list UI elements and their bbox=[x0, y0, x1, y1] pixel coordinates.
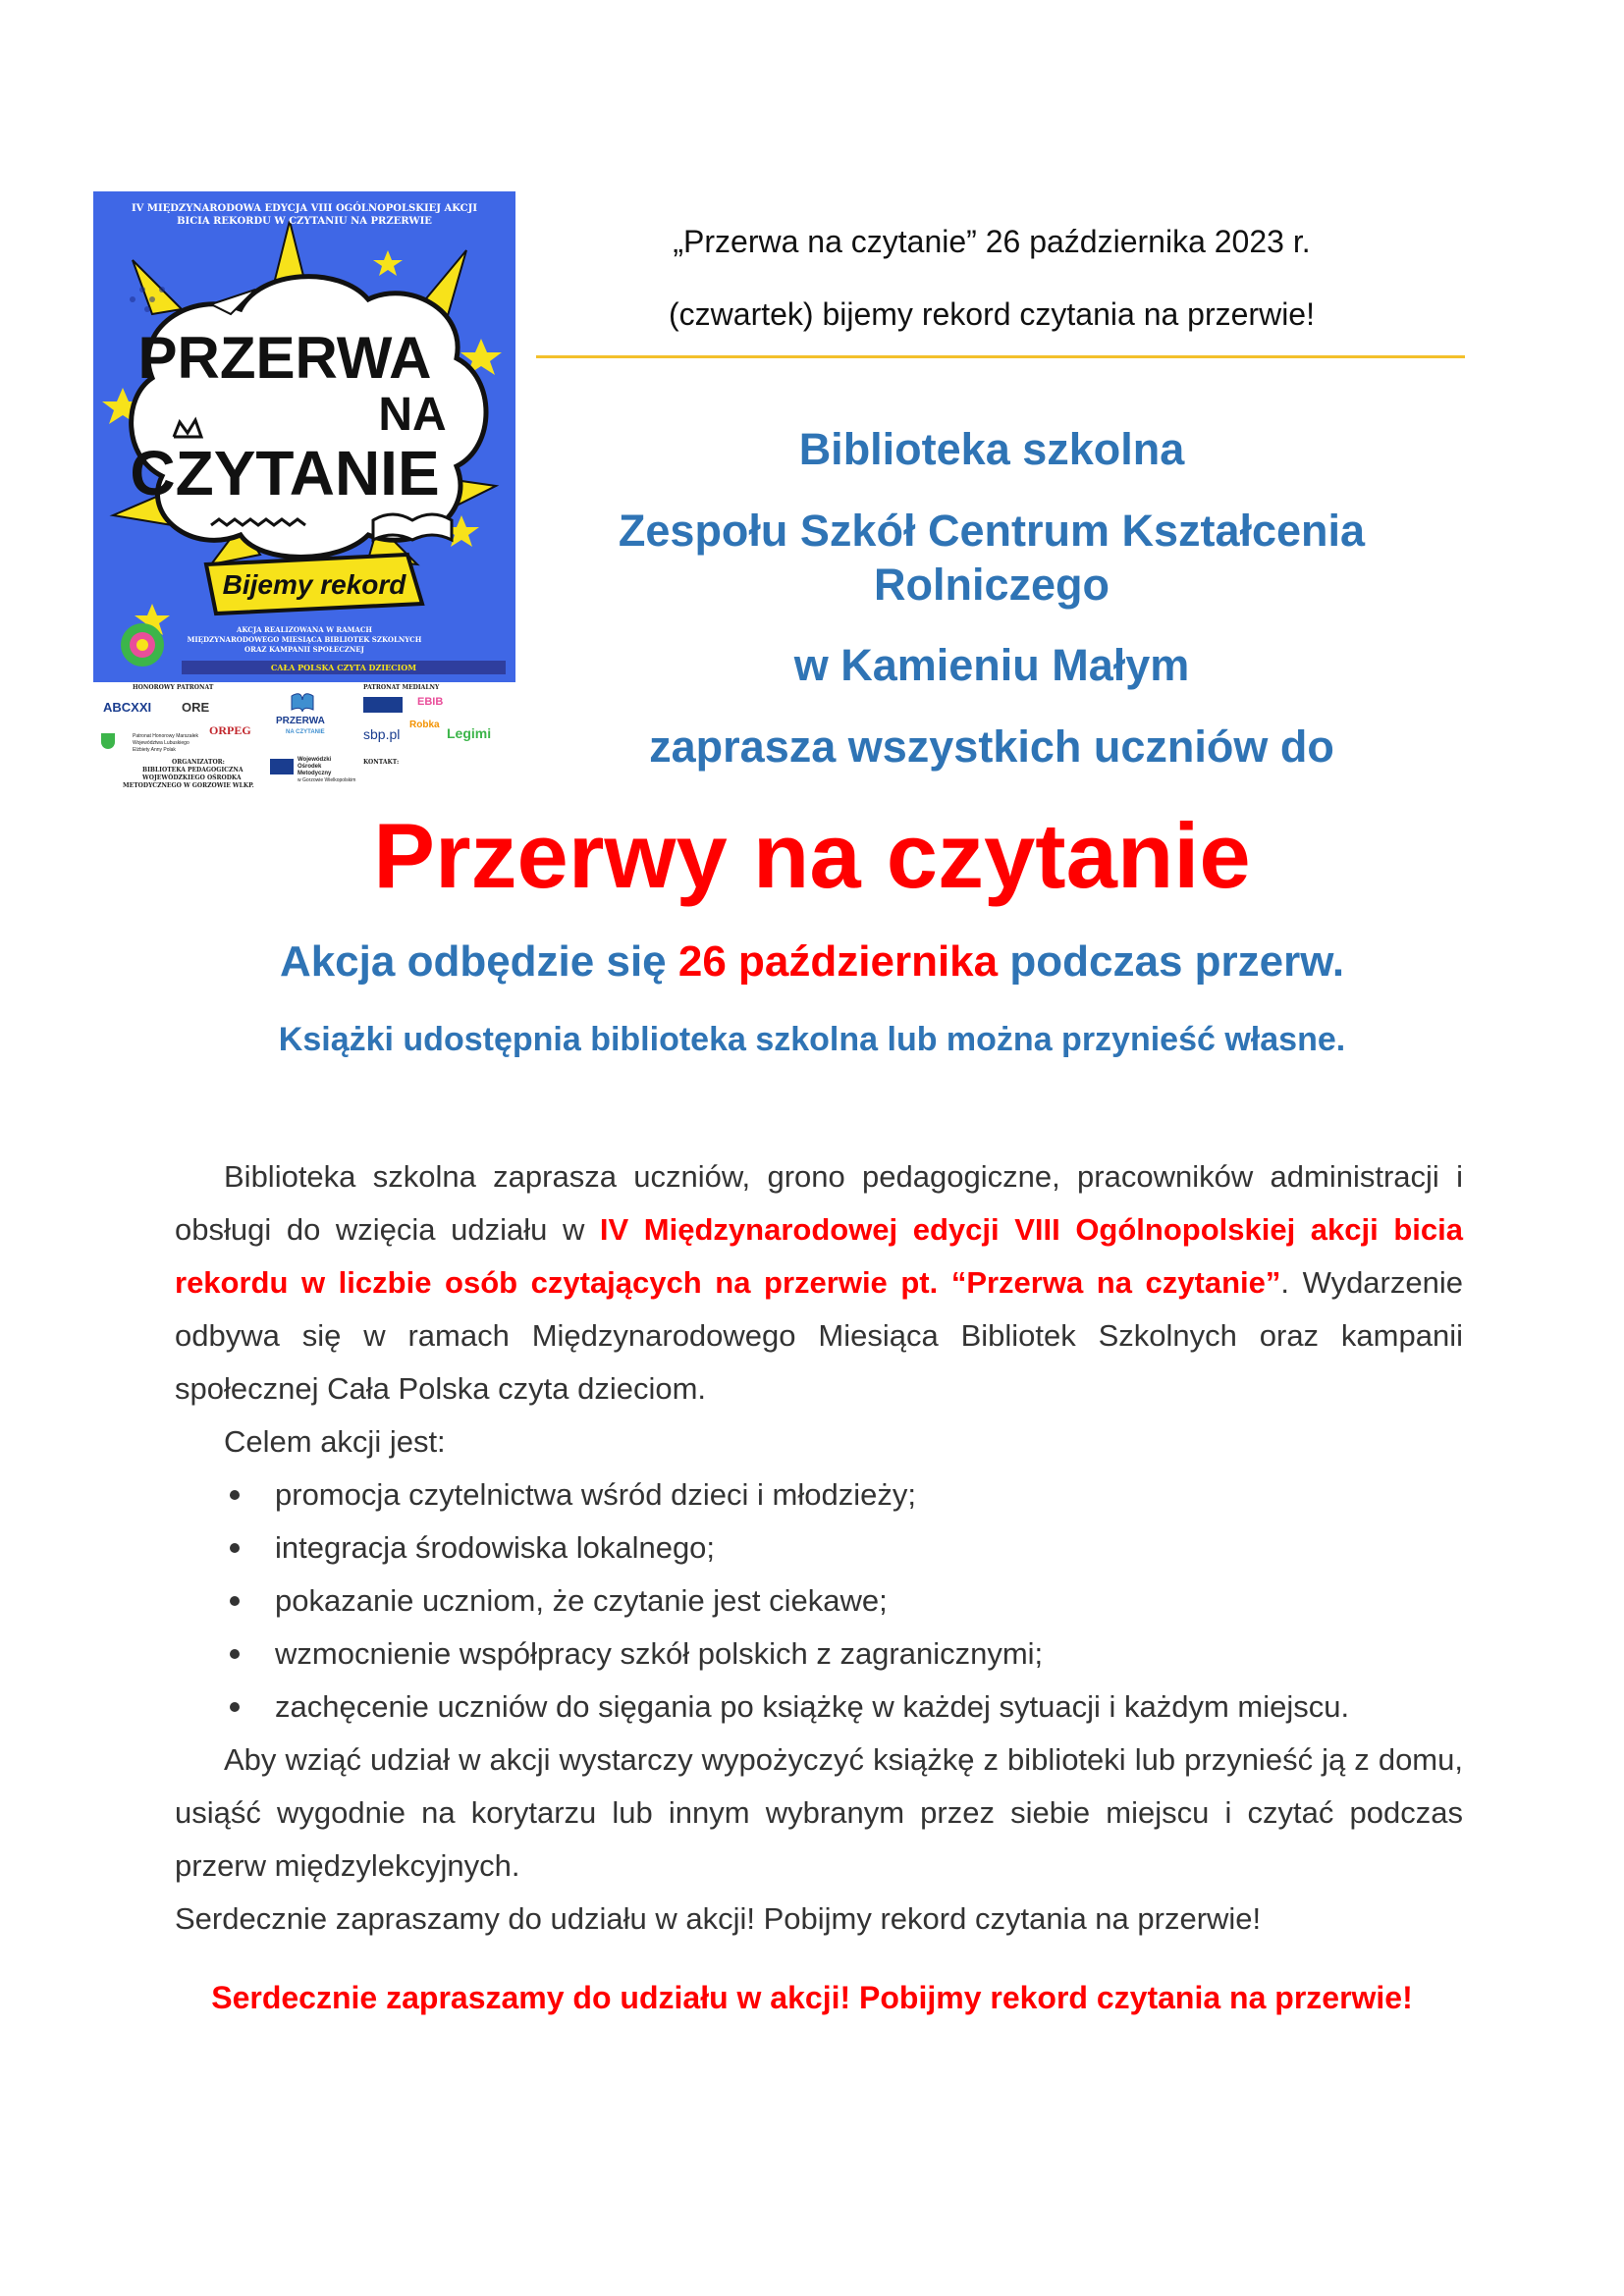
organizer-text-1: BIBLIOTEKA PEDAGOGICZNA bbox=[142, 767, 244, 774]
organizer-caption: ORGANIZATOR: bbox=[172, 759, 225, 766]
header-line-2: (czwartek) bijemy rekord czytania na przerwie! bbox=[669, 296, 1315, 332]
goal-text: promocja czytelnictwa wśród dzieci i młodzieży; bbox=[275, 1477, 916, 1512]
institution-line-3: Rolniczego bbox=[873, 560, 1110, 610]
list-item bbox=[175, 1681, 1463, 1734]
body-text bbox=[175, 1150, 1463, 1946]
goal-text: wzmocnienie współpracy szkół polskich z zagranicznymi; bbox=[275, 1636, 1044, 1671]
poster-image bbox=[93, 191, 515, 682]
subtitle-part-3: podczas przerw. bbox=[998, 937, 1345, 986]
contact-caption: KONTAKT: bbox=[363, 759, 400, 766]
media-logo-block bbox=[363, 697, 403, 713]
invite-paragraph: Serdecznie zapraszamy do udziału w akcji! Pobijmy rekord czytania na przerwie! bbox=[175, 1901, 1262, 1936]
logo-przerwa: PRZERWA bbox=[276, 716, 325, 726]
poster-bottom-text-3: ORAZ KAMPANII SPOŁECZNEJ bbox=[244, 645, 364, 654]
logo-abc: ABCXXI bbox=[103, 700, 152, 715]
patron-text-2: Województwa Lubuskiego bbox=[133, 740, 189, 746]
center-text-2: Ośrodek bbox=[298, 764, 322, 770]
intro-highlight: IV Międzynarodowej edycji VIII Ogólnopolskiej akcji bicia rekordu w liczbie osób czytających na przerwie pt. “Przerwa na czytanie” bbox=[175, 1212, 1463, 1300]
poster-title-1: PRZERWA bbox=[137, 325, 432, 391]
goals-label: Celem akcji jest: bbox=[224, 1424, 446, 1459]
center-text-1: Wojewódzki bbox=[298, 757, 332, 763]
organizer-text-2: WOJEWÓDZKIEGO OŚRODKA bbox=[142, 774, 242, 781]
poster-title-2: NA bbox=[378, 389, 447, 441]
logo-orpeg: ORPEG bbox=[209, 723, 251, 737]
institution-line-2: Zespołu Szkół Centrum Kształcenia bbox=[618, 506, 1366, 556]
event-date-subtitle bbox=[0, 937, 1624, 987]
institution-line-1: Biblioteka szkolna bbox=[798, 424, 1185, 474]
goals-list bbox=[175, 1468, 1463, 1734]
patron-logos bbox=[93, 682, 515, 798]
bullet-icon bbox=[230, 1649, 240, 1659]
intro-paragraph bbox=[175, 1150, 1463, 1415]
bullet-icon bbox=[230, 1543, 240, 1553]
books-note: Książki udostępnia biblioteka szkolna lub można przynieść własne. bbox=[278, 1021, 1346, 1058]
patron-text-1: Patronat Honorowy Marszałek bbox=[133, 733, 198, 739]
main-title: Przerwy na czytanie bbox=[373, 804, 1251, 907]
subtitle-part-1: Akcja odbędzie się bbox=[279, 937, 678, 986]
goal-text: pokazanie uczniom, że czytanie jest ciekawe; bbox=[275, 1583, 888, 1618]
list-item bbox=[175, 1468, 1463, 1522]
bullet-icon bbox=[230, 1596, 240, 1606]
list-item bbox=[175, 1628, 1463, 1681]
poster-top-text-2: BICIA REKORDU W CZYTANIU NA PRZERWIE bbox=[177, 216, 432, 227]
subtitle-date: 26 października bbox=[677, 937, 999, 986]
poster-bottom-text-4: CAŁA POLSKA CZYTA DZIECIOM bbox=[270, 663, 417, 672]
intro-plain: Biblioteka szkolna zaprasza uczniów, grono pedagogiczne, pracowników administracji i obsługi do wzięcia udziału w bbox=[175, 1159, 1463, 1247]
poster-banner: Bijemy rekord bbox=[222, 569, 406, 600]
organizer-text-3: METODYCZNEGO W GORZOWIE WLKP. bbox=[123, 782, 254, 789]
institution-line-5: zaprasza wszystkich uczniów do bbox=[649, 721, 1334, 772]
logo-sbp: sbp.pl bbox=[363, 726, 401, 742]
poster-top-text-1: IV MIĘDZYNARODOWA EDYCJA VIII OGÓLNOPOLSKIEJ AKCJI bbox=[131, 203, 478, 214]
book-logo-icon bbox=[290, 690, 315, 712]
list-item bbox=[175, 1522, 1463, 1575]
bullet-icon bbox=[230, 1490, 240, 1500]
media-caption: PATRONAT MEDIALNY bbox=[363, 684, 440, 691]
closing-invitation: Serdecznie zapraszamy do udziału w akcji! Pobijmy rekord czytania na przerwie! bbox=[211, 1980, 1413, 2015]
logo-robka: Robka bbox=[409, 720, 440, 730]
goal-text: integracja środowiska lokalnego; bbox=[275, 1530, 716, 1565]
coat-of-arms-icon bbox=[101, 733, 115, 749]
institution-line-4: w Kamieniu Małym bbox=[793, 640, 1190, 690]
logo-przerwa-sub: NA CZYTANIE bbox=[286, 729, 325, 735]
logo-ore: ORE bbox=[182, 700, 210, 715]
patron-text-3: Elżbiety Anny Polak bbox=[133, 747, 176, 753]
header-divider bbox=[536, 355, 1465, 358]
poster-bottom-text-1: AKCJA REALIZOWANA W RAMACH bbox=[236, 625, 373, 634]
list-item bbox=[175, 1575, 1463, 1628]
bullet-icon bbox=[230, 1702, 240, 1712]
center-logo-icon bbox=[270, 759, 294, 774]
poster-bottom-text-2: MIĘDZYNARODOWEGO MIESIĄCA BIBLIOTEK SZKOLNYCH bbox=[187, 635, 422, 644]
how-to-paragraph: Aby wziąć udział w akcji wystarczy wypożyczyć książkę z biblioteki lub przynieść ją z domu, usiąść wygodnie na korytarzu lub innym wybranym przez siebie miejscu i czytać podczas przerw międzylekcyjnych. bbox=[175, 1742, 1463, 1883]
goal-text: zachęcenie uczniów do sięgania po książkę w każdej sytuacji i każdym miejscu. bbox=[275, 1689, 1350, 1724]
header-line-1: „Przerwa na czytanie” 26 października 2023 r. bbox=[673, 224, 1311, 259]
poster-title-3: CZYTANIE bbox=[130, 438, 440, 508]
center-text-3: Metodyczny bbox=[298, 771, 332, 776]
patron-caption: HONOROWY PATRONAT bbox=[133, 684, 214, 691]
intro-rest: . Wydarzenie odbywa się w ramach Międzynarodowego Miesiąca Bibliotek Szkolnych oraz kampanii społecznej Cała Polska czyta dzieciom. bbox=[175, 1265, 1463, 1406]
logo-ebib: EBIB bbox=[417, 696, 444, 708]
logo-legimi: Legimi bbox=[447, 725, 492, 741]
center-text-4: w Gorzowie Wielkopolskim bbox=[298, 777, 356, 783]
